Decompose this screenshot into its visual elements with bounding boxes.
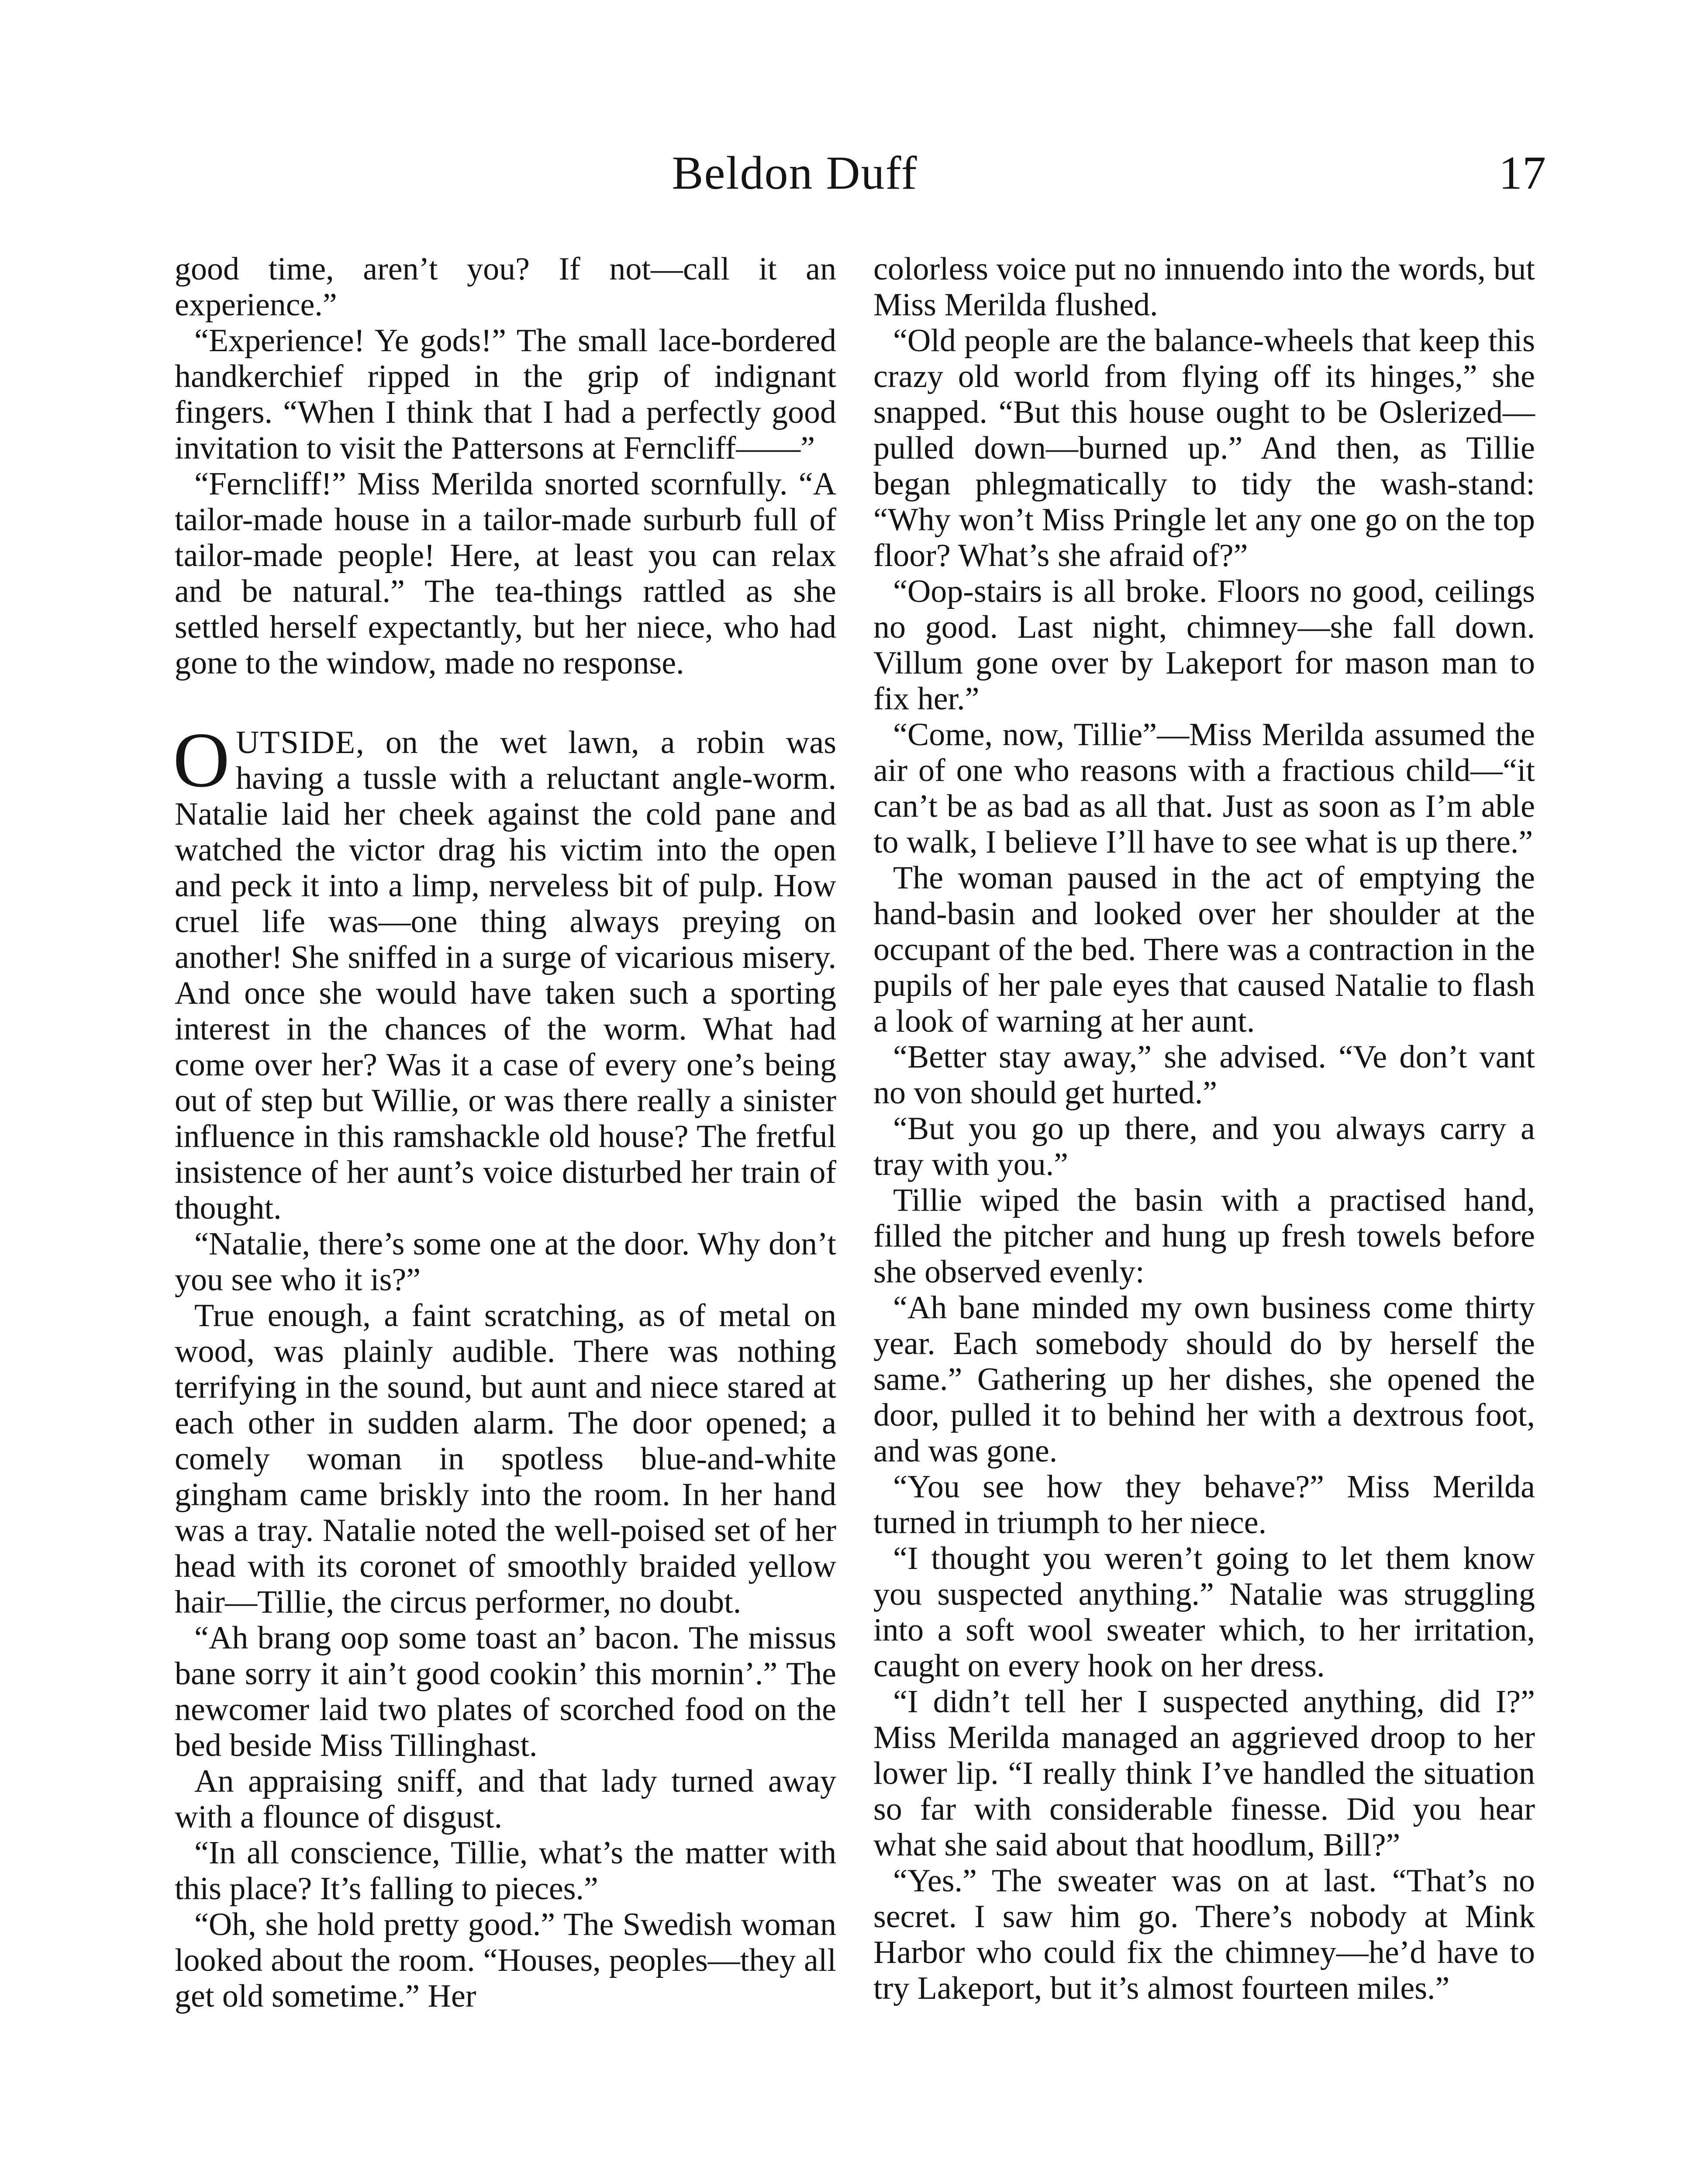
paragraph: “But you go up there, and you always carry a tray with you.” <box>873 1111 1535 1182</box>
paragraph: good time, aren’t you? If not—call it an experience.” <box>175 251 836 323</box>
paragraph: “In all conscience, Tillie, what’s the matter with this place? It’s falling to pieces.” <box>175 1835 836 1907</box>
left-column <box>175 251 836 2014</box>
paragraph: “Natalie, there’s some one at the door. Why don’t you see who it is?” <box>175 1226 836 1298</box>
paragraph: “I thought you weren’t going to let them know you suspected anything.” Natalie was struggling into a soft wool sweater which, to her irritation, caught on every hook on her dress. <box>873 1541 1535 1684</box>
section-opening-paragraph <box>173 716 836 1226</box>
drop-cap: O <box>173 716 230 803</box>
small-caps-lead: UTSIDE <box>236 725 356 760</box>
paragraph: “Oop-stairs is all broke. Floors no good, ceilings no good. Last night, chimney—she fall down. Villum gone over by Lakeport for mason man to fix her.” <box>873 574 1535 717</box>
paragraph: “You see how they behave?” Miss Merilda turned in triumph to her niece. <box>873 1469 1535 1541</box>
paragraph: The woman paused in the act of emptying the hand-basin and looked over her shoulder at the occupant of the bed. There was a contraction in the pupils of her pale eyes that caused Natalie to flash a look of warning at her aunt. <box>873 860 1535 1039</box>
section-text: , on the wet lawn, a robin was having a tussle with a reluctant angle-worm. Natalie laid her cheek against the cold pane and watched the victor drag his victim into the open and peck it into a limp, nerveless bit of pulp. How cruel life was—one thing always preying on another! She sniffed in a surge of vicarious misery. And once she would have taken such a sporting interest in the chances of the worm. What had come over her? Was it a case of every one’s being out of step but Willie, or was there really a sinister influence in this ramshackle old house? The fretful insistence of her aunt’s voice disturbed her train of thought. <box>175 725 836 1226</box>
running-head-title: Beldon Duff <box>672 147 918 199</box>
paragraph: Tillie wiped the basin with a practised hand, filled the pitcher and hung up fresh towels before she observed evenly: <box>873 1182 1535 1290</box>
paragraph: “Oh, she hold pretty good.” The Swedish woman looked about the room. “Houses, peoples—they all get old sometime.” Her <box>175 1907 836 2014</box>
paragraph: “Experience! Ye gods!” The small lace-bordered handkerchief ripped in the grip of indignant fingers. “When I think that I had a perfectly good invitation to visit the Pattersons at Ferncliff——” <box>175 323 836 466</box>
paragraph: “I didn’t tell her I suspected anything, did I?” Miss Merilda managed an aggrieved droop to her lower lip. “I really think I’ve handled the situation so far with considerable finesse. Did you hear what she said about that hoodlum, Bill?” <box>873 1684 1535 1863</box>
paragraph: “Ah brang oop some toast an’ bacon. The missus bane sorry it ain’t good cookin’ this mornin’.” The newcomer laid two plates of scorched food on the bed beside Miss Tillinghast. <box>175 1620 836 1763</box>
paragraph: “Ferncliff!” Miss Merilda snorted scornfully. “A tailor-made house in a tailor-made surburb full of tailor-made people! Here, at least you can relax and be natural.” The tea-things rattled as she settled herself expectantly, but her niece, who had gone to the window, made no response. <box>175 466 836 681</box>
paragraph: “Yes.” The sweater was on at last. “That’s no secret. I saw him go. There’s nobody at Mink Harbor who could fix the chimney—he’d have to try Lakeport, but it’s almost fourteen miles.” <box>873 1863 1535 2006</box>
paragraph: colorless voice put no innuendo into the words, but Miss Merilda flushed. <box>873 251 1535 323</box>
right-column <box>873 251 1535 2006</box>
paragraph: True enough, a faint scratching, as of metal on wood, was plainly audible. There was nothing terrifying in the sound, but aunt and niece stared at each other in sudden alarm. The door opened; a comely woman in spotless blue-and-white gingham came briskly into the room. In her hand was a tray. Natalie noted the well-poised set of her head with its coronet of smoothly braided yellow hair—Tillie, the circus performer, no doubt. <box>175 1298 836 1620</box>
paragraph: An appraising sniff, and that lady turned away with a flounce of disgust. <box>175 1763 836 1835</box>
paragraph: “Better stay away,” she advised. “Ve don’t vant no von should get hurted.” <box>873 1039 1535 1111</box>
page-number: 17 <box>1499 147 1546 199</box>
paragraph: “Old people are the balance-wheels that keep this crazy old world from flying off its hinges,” she snapped. “But this house ought to be Oslerized—pulled down—burned up.” And then, as Tillie began phlegmatically to tidy the wash-stand: “Why won’t Miss Pringle let any one go on the top floor? What’s she afraid of?” <box>873 323 1535 574</box>
paragraph: “Come, now, Tillie”—Miss Merilda assumed the air of one who reasons with a fractious child—“it can’t be as bad as all that. Just as soon as I’m able to walk, I believe I’ll have to see what is up there.” <box>873 717 1535 860</box>
paragraph: “Ah bane minded my own business come thirty year. Each somebody should do by herself the same.” Gathering up her dishes, she opened the door, pulled it to behind her with a dextrous foot, and was gone. <box>873 1290 1535 1469</box>
